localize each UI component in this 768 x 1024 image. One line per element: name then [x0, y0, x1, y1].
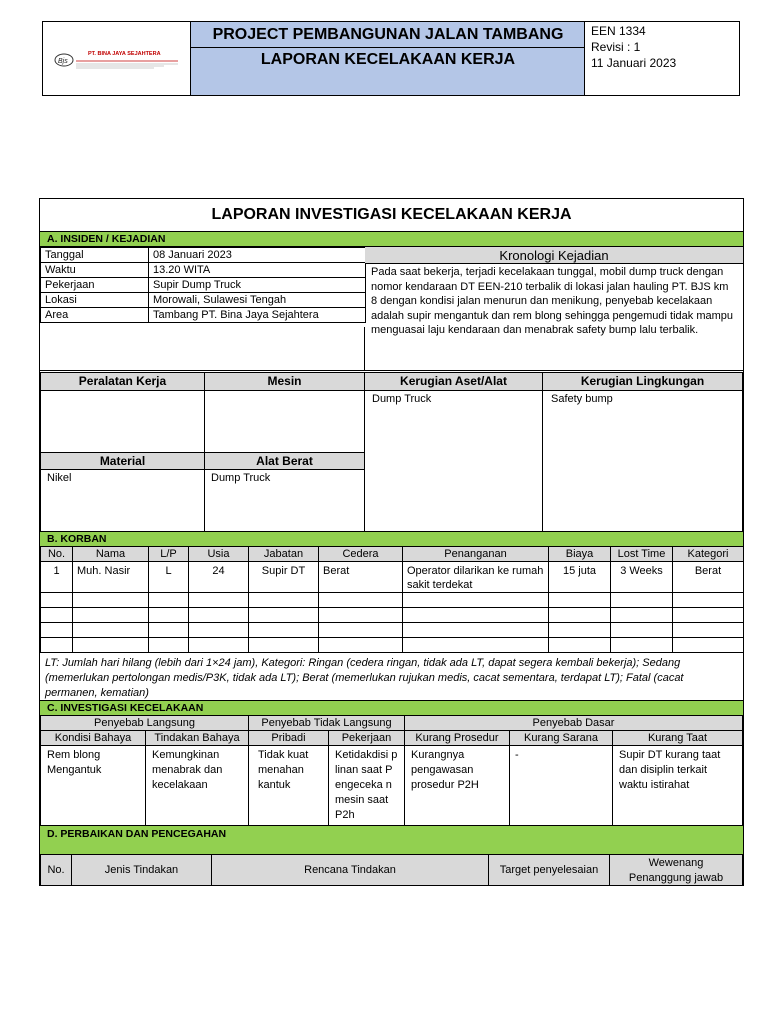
value-pribadi: Tidak kuat menahan kantuk [248, 745, 329, 826]
logo-company-name: PT. BINA JAYA SEJAHTERA [88, 51, 161, 57]
field-row-lokasi [41, 293, 366, 308]
kerugian-lingkungan-value: Safety bump [542, 390, 743, 532]
group-penyebab-tidak-langsung: Penyebab Tidak Langsung [248, 715, 405, 731]
table-row [41, 608, 744, 623]
cell-biaya: 15 juta [549, 562, 611, 593]
incident-fields-table [40, 247, 366, 323]
material-heading: Material [40, 452, 205, 470]
col-jabatan: Jabatan [249, 547, 319, 562]
title-divider [191, 47, 585, 48]
col-tindakan-bahaya: Tindakan Bahaya [145, 730, 249, 746]
field-label: Pekerjaan [41, 278, 149, 293]
cell-nama: Muh. Nasir [73, 562, 149, 593]
kerugian-aset-heading: Kerugian Aset/Alat [364, 372, 543, 391]
victim-header-row [41, 547, 744, 562]
kronologi-heading: Kronologi Kejadian [365, 247, 743, 264]
value-kurang-taat: Supir DT kurang taat dan disiplin terkait waktu istirahat [612, 745, 743, 826]
col-kurang-sarana: Kurang Sarana [509, 730, 613, 746]
peralatan-value [40, 390, 205, 453]
kerugian-lingkungan-heading: Kerugian Lingkungan [542, 372, 743, 391]
alat-berat-heading: Alat Berat [204, 452, 365, 470]
kronologi-bottom [365, 370, 743, 371]
col-pekerjaan: Pekerjaan [328, 730, 405, 746]
field-value: 13.20 WITA [149, 263, 366, 278]
col-no: No. [41, 547, 73, 562]
field-row-tanggal [41, 248, 366, 263]
kronologi-text: Pada saat bekerja, terjadi kecelakaan tunggal, mobil dump truck dengan nomor kendaraan DT EEN-210 terbalik di lokasi jalan hauling PT. BJS km 8 dengan kondisi jalan menurun dan menikung, penyebab kecelakaan adalah supir mengantuk dan rem blong sehingga pengemudi tidak mampu menguasai laju kendaraan dan menabrak safety bump lalu terbalik. [371, 266, 734, 337]
mesin-value [204, 390, 365, 453]
col-d-jenis-tindakan: Jenis Tindakan [71, 854, 212, 886]
col-cedera: Cedera [319, 547, 403, 562]
table-row [41, 638, 744, 653]
col-lp: L/P [149, 547, 189, 562]
table-row [41, 623, 744, 638]
alat-berat-value: Dump Truck [204, 469, 365, 532]
section-b-heading: B. KORBAN [40, 531, 743, 547]
group-penyebab-dasar: Penyebab Dasar [404, 715, 743, 731]
section-a-heading: A. INSIDEN / KEJADIAN [40, 231, 743, 247]
kerugian-aset-value: Dump Truck [364, 390, 543, 532]
col-d-rencana-tindakan: Rencana Tindakan [211, 854, 489, 886]
peralatan-heading: Peralatan Kerja [40, 372, 205, 391]
field-value: 08 Januari 2023 [149, 248, 366, 263]
group-penyebab-langsung: Penyebab Langsung [40, 715, 249, 731]
material-value: Nikel [40, 469, 205, 532]
table-row [41, 593, 744, 608]
field-row-pekerjaan [41, 278, 366, 293]
col-d-no: No. [40, 854, 72, 886]
field-label: Area [41, 308, 149, 323]
cell-usia: 24 [189, 562, 249, 593]
project-title: PROJECT PEMBANGUNAN JALAN TAMBANG [212, 26, 564, 43]
value-kondisi-bahaya: Rem blong Mengantuk [40, 745, 146, 826]
doc-date: 11 Januari 2023 [591, 56, 677, 70]
header-title-area [191, 22, 585, 95]
field-label: Lokasi [41, 293, 149, 308]
cell-no: 1 [41, 562, 73, 593]
col-lost-time: Lost Time [611, 547, 673, 562]
victim-note: LT: Jumlah hari hilang (lebih dari 1×24 jam), Kategori: Ringan (cedera ringan, tidak ada LT, dapat segera kembali bekerja); Sedang (memerlukan pertolongan medis/P3K, tidak ada LT); Berat (memerlukan rujukan medis, cacat sementara, terdapat LT); Fatal (cacat permanen, kematian) [45, 657, 684, 699]
field-row-area [41, 308, 366, 323]
victim-table [40, 546, 744, 653]
col-biaya: Biaya [549, 547, 611, 562]
cell-lp: L [149, 562, 189, 593]
report-title: LAPORAN INVESTIGASI KECELAKAAN KERJA [211, 206, 572, 223]
section-c-heading: C. INVESTIGASI KECELAKAAN [40, 700, 743, 716]
cell-cedera: Berat [319, 562, 403, 593]
col-kurang-taat: Kurang Taat [612, 730, 743, 746]
cell-kategori: Berat [673, 562, 744, 593]
value-tindakan-bahaya: Kemungkinan menabrak dan kecelakaan [145, 745, 249, 826]
company-logo [54, 52, 179, 70]
table-row [41, 562, 744, 593]
value-pekerjaan: Ketidakdisi plinan saat Pengeceka n mesin saat P2h [328, 745, 405, 826]
col-d-wewenang: Wewenang Penanggung jawab [609, 854, 743, 886]
doc-number: EEN 1334 [591, 24, 646, 38]
svg-text:Bjs: Bjs [58, 58, 68, 65]
col-kategori: Kategori [673, 547, 744, 562]
doc-revision: Revisi : 1 [591, 40, 641, 54]
field-label: Tanggal [41, 248, 149, 263]
value-kurang-prosedur: Kurangnya pengawasan prosedur P2H [404, 745, 510, 826]
report-type-title: LAPORAN KECELAKAAN KERJA [260, 51, 516, 68]
cell-penanganan: Operator dilarikan ke rumah sakit terdekat [403, 562, 549, 593]
logo-area [42, 21, 191, 96]
col-usia: Usia [189, 547, 249, 562]
col-kurang-prosedur: Kurang Prosedur [404, 730, 510, 746]
field-value: Tambang PT. Bina Jaya Sejahtera [149, 308, 366, 323]
value-kurang-sarana: - [509, 745, 613, 826]
section-d-heading: D. PERBAIKAN DAN PENCEGAHAN [40, 825, 743, 855]
field-table-spacer [40, 327, 365, 371]
col-nama: Nama [73, 547, 149, 562]
mesin-heading: Mesin [204, 372, 365, 391]
field-label: Waktu [41, 263, 149, 278]
col-kondisi-bahaya: Kondisi Bahaya [40, 730, 146, 746]
cell-lost-time: 3 Weeks [611, 562, 673, 593]
col-pribadi: Pribadi [248, 730, 329, 746]
cell-jabatan: Supir DT [249, 562, 319, 593]
doc-info [591, 23, 736, 93]
col-d-target: Target penyelesaian [488, 854, 610, 886]
field-value: Supir Dump Truck [149, 278, 366, 293]
field-value: Morowali, Sulawesi Tengah [149, 293, 366, 308]
field-row-waktu [41, 263, 366, 278]
col-penanganan: Penanganan [403, 547, 549, 562]
